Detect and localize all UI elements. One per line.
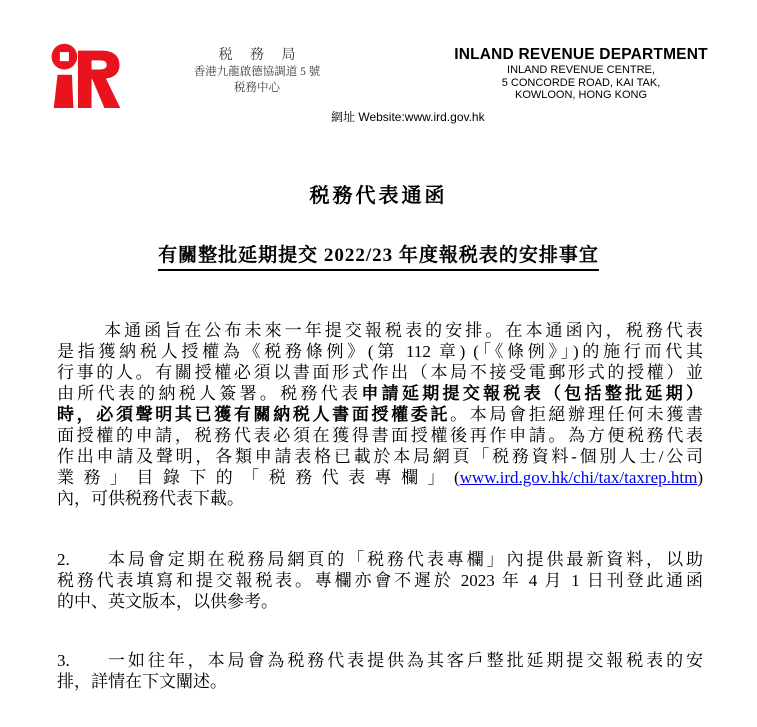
department-address-zh-line2: 税務中心 [234, 81, 280, 94]
body-text-segment: 本通函旨在公布未來一年提交報税表的安排。在本通函內，税務代表 [101, 321, 703, 340]
body-text-segment: 一如往年，本局會為税務代表提供為其客戶整批延期提交報税表的安 [105, 651, 703, 670]
bold-requirement-segment: 申請延期提交報税表（包括整批延期） [361, 384, 704, 403]
body-text-segment: ) [697, 468, 703, 487]
department-address-zh-line1: 香港九龍啟德協調道 5 號 [193, 66, 321, 78]
department-name-zh: 税 務 局 [218, 48, 303, 63]
paragraph-1 [57, 320, 703, 509]
body-text-segment: 税務代表填寫和提交報税表。專欄亦會不遲於 2023 年 4 月 1 日刊登此通函 [57, 571, 703, 590]
body-text-segment: 內，可供税務代表下載。 [57, 489, 244, 508]
paragraph-number: 2. [57, 550, 70, 569]
paragraph-line [57, 362, 703, 383]
department-address-en-line3: KOWLOON, HONG KONG [514, 89, 647, 101]
first-line-indent [57, 335, 101, 336]
website-line: 網址 Website:www.ird.gov.hk [331, 110, 485, 124]
body-text-segment: 排，詳情在下文闡述。 [57, 672, 227, 691]
document-title: 税務代表通函 [309, 185, 448, 207]
ird-logo-icon [46, 40, 122, 108]
body-text-segment: 業務」目錄下的「税務代表專欄」( [57, 468, 460, 487]
paragraph-line [57, 671, 703, 692]
department-address-en-line2: 5 CONCORDE ROAD, KAI TAK, [501, 76, 661, 89]
paragraph-number: 3. [57, 651, 70, 670]
body-text-segment: 作出申請及聲明，各類申請表格已載於本局網頁「税務資料-個別人士/公司 [57, 447, 703, 466]
letterhead-english [446, 46, 716, 102]
letterhead-chinese [178, 47, 336, 96]
paragraph-2 [57, 549, 703, 612]
paragraph-line [57, 383, 703, 404]
body-text-segment: 行事的人。有關授權必須以書面形式作出（本局不接受電郵形式的授權）並 [57, 363, 703, 382]
body-text-segment: 。本局會拒絕辦理任何未獲書 [450, 405, 703, 424]
document-body [57, 320, 703, 692]
document-subject-heading [0, 240, 757, 271]
paragraph-line [57, 467, 703, 488]
paragraph-line [57, 549, 703, 570]
paragraph-line [57, 488, 703, 509]
paragraph-line [57, 591, 703, 612]
paragraph-line [57, 404, 703, 425]
paragraph-3 [57, 650, 703, 692]
document-subject-text: 有關整批延期提交 2022/23 年度報税表的安排事宜 [158, 240, 599, 271]
department-name-en: INLAND REVENUE DEPARTMENT [454, 46, 708, 63]
department-address-en-line1: INLAND REVENUE CENTRE, [507, 64, 655, 76]
paragraph-line [57, 425, 703, 446]
bold-requirement-segment: 時，必須聲明其已獲有關納税人書面授權委託 [57, 405, 451, 424]
body-text-segment: 的中、英文版本，以供參考。 [57, 592, 278, 611]
paragraph-line [57, 650, 703, 671]
paragraph-line [57, 570, 703, 591]
body-text-segment: 面授權的申請，税務代表必須在獲得書面授權後再作申請。為方便税務代表 [57, 426, 703, 445]
paragraph-line [57, 446, 703, 467]
taxrep-url-link[interactable]: www.ird.gov.hk/chi/tax/taxrep.htm [459, 468, 698, 487]
body-text-segment: 由所代表的納税人簽署。税務代表 [57, 384, 362, 403]
body-text-segment: 是指獲納税人授權為《税務條例》(第 112 章) (「《條例》」)的施行而代其 [57, 342, 703, 361]
paragraph-line [57, 320, 703, 341]
body-text-segment: 本局會定期在税務局網頁的「税務代表專欄」內提供最新資料，以助 [105, 550, 703, 569]
paragraph-line [57, 341, 703, 362]
